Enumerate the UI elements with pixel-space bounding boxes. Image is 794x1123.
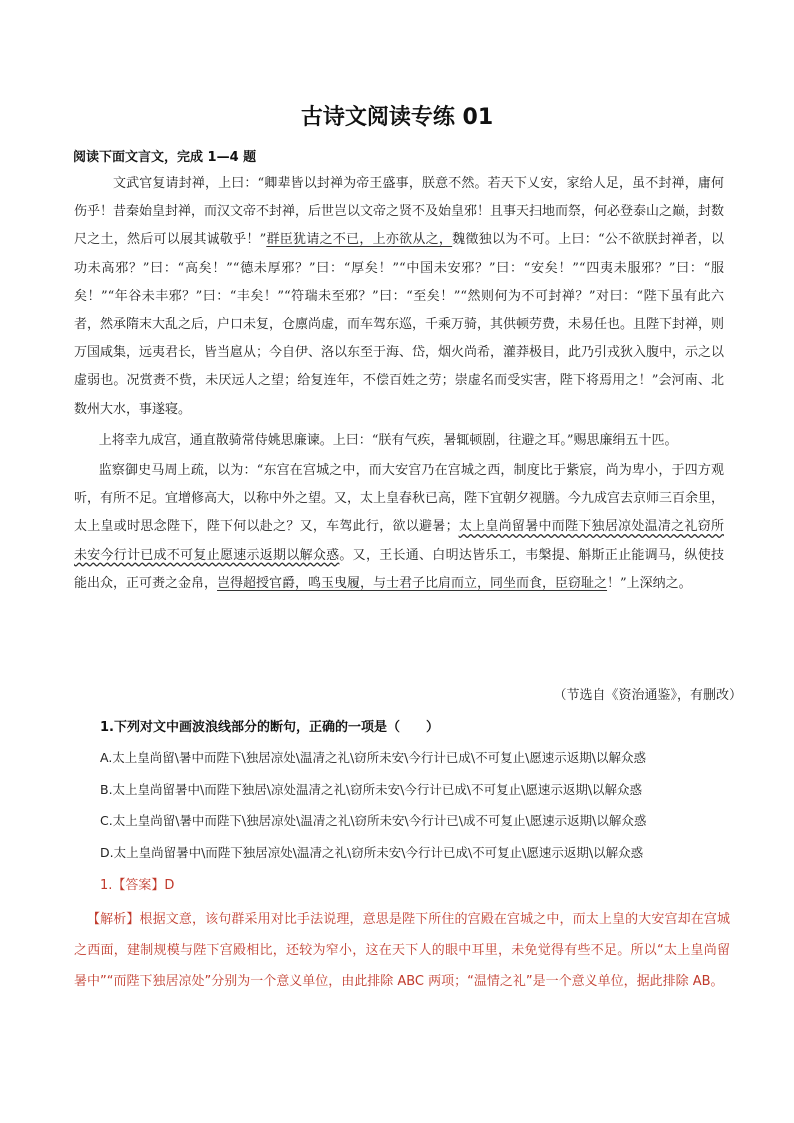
source-citation: （节选自《资治通鉴》，有删改） xyxy=(553,688,742,703)
answer-options xyxy=(100,745,740,871)
underlined-sentence: 群臣犹请之不已，上亦欲从之， xyxy=(266,232,453,248)
page-title: 古诗文阅读专练 01 xyxy=(300,105,494,130)
option-a[interactable]: A.太上皇尚留\暑中而陛下\独居凉处\温凊之礼\窃所未安\今行计已成\不可复止\愿速示返期\以解众惑 xyxy=(100,750,646,765)
option-b[interactable]: B.太上皇尚留暑中\而陛下独居\凉处温凊之礼\窃所未安\今行计已成\不可复止\愿速示返期\以解众惑 xyxy=(100,781,643,797)
underlined-sentence: 岂得超授官爵，鸣玉曳履，与士君子比肩而立，同坐而食，臣窃耻之 xyxy=(217,575,608,591)
classical-passage xyxy=(74,170,724,598)
passage-text: ！”上深纳之。 xyxy=(607,575,692,591)
passage-paragraph-1 xyxy=(74,170,724,424)
passage-paragraph-2 xyxy=(74,427,724,455)
wavy-underlined-sentence: 太上皇尚留暑中而陛下独居凉处温凊之礼窃所未安今行计已成不可复止愿速示返期以解众惑 xyxy=(74,519,724,563)
reading-instruction: 阅读下面文言文，完成 1—4 题 xyxy=(73,150,257,165)
passage-paragraph-3 xyxy=(74,457,724,598)
passage-text: 魏徵独以为不可。上曰：“公不欲朕封禅者，以功未高邪？”曰：“高矣！”“德未厚邪？”曰：“厚矣！”“中国未安邪？”曰：“安矣！”“四夷未服邪？”曰：“服矣！”“年谷未丰邪？”曰：“丰矣！”“符瑞未至邪？”曰：“至矣！”“然则何为不可封禅？”对曰：“陛下虽有此六者，然承隋末大乱之后，户口未复，仓廪尚虚，而车驾东巡，千乘万骑，其供顿劳费，未易任也。且陛下封禅，则万国咸集，远夷君长，皆当扈从；今自伊、洛以东至于海、岱，烟火尚希，灌莽极目，此乃引戎狄入腹中，示之以虚弱也。况赏赉不赀，未厌远人之望；给复连年，不偿百姓之劳；崇虚名而受实害，陛下将焉用之！”会河南、北数州大水，事遂寝。 xyxy=(74,232,725,417)
analysis-text: 【解析】根据文意，该句群采用对比手法说理，意思是陛下所住的宫殿在宫城之中，而太上皇的大安宫却在宫城之西面，建制规模与陛下宫殿相比，还较为窄小，这在天下人的眼中耳里，未免觉得有些不足。所以“太上皇尚留暑中”“而陛下独居凉处”分别为一个意义单位，由此排除 ABC 两项；“温情之礼”是一个意义单位，据此排除 AB。 xyxy=(74,912,730,989)
option-d[interactable]: D.太上皇尚留暑中\而陛下独居凉处\温凊之礼\窃所未安\今行计已成\不可复止\愿速示返期\以解众惑 xyxy=(100,844,644,860)
passage-text: 。又，王长通、白明达皆乐工，韦槃提、斛斯正止能调马，纵使技能出众，正可赉之金帛， xyxy=(74,547,724,591)
option-c[interactable]: C.太上皇尚留\暑中而陛下\独居凉处\温凊之礼\窃所未安\今行计已\成不可复止\愿速示返期\以解众惑 xyxy=(100,813,647,828)
passage-text: 监察御史马周上疏，以为：“东宫在宫城之中，而大安宫乃在宫城之西，制度比于紫宸，尚为卑小，于四方观听，有所不足。宜增修高大，以称中外之望。又，太上皇春秋已高，陛下宜朝夕视膳。今九成宫去京师三百余里，太上皇或时思念陛下，陛下何以赴之？又，车驾此行，欲以避暑； xyxy=(74,463,725,535)
question-stem: 1.下列对文中画波浪线部分的断句，正确的一项是（ ） xyxy=(100,720,439,735)
answer-label: 1.【答案】D xyxy=(100,878,175,893)
passage-text: 上将幸九成宫，通直散骑常侍姚思廉谏。上曰：“朕有气疾，暑辄顿剧，往避之耳。”赐思廉绢五十匹。 xyxy=(98,432,678,448)
passage-text: 文武官复请封禅，上曰：“卿辈皆以封禅为帝王盛事，朕意不然。若天下乂安，家给人足，虽不封禅，庸何伤乎！昔秦始皇封禅，而汉文帝不封禅，后世岂以文帝之贤不及始皇邪！且事天扫地而祭，何必登泰山之巅，封数尺之土，然后可以展其诚敬乎！” xyxy=(74,176,725,248)
